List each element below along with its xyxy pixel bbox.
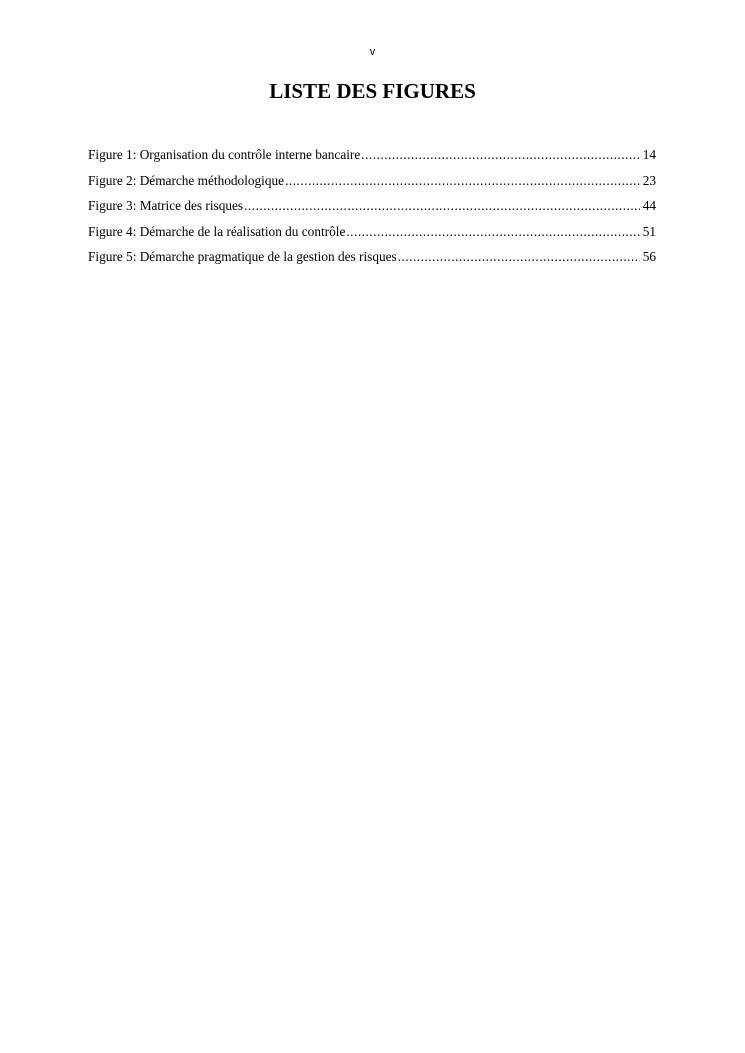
figure-entry-1[interactable] — [88, 145, 656, 171]
dot-leader — [285, 171, 640, 191]
figure-entry-label: Figure 2: Démarche méthodologique — [88, 172, 285, 188]
figure-entry-label: Figure 4: Démarche de la réalisation du contrôle — [88, 223, 346, 239]
figure-list — [88, 145, 656, 273]
figure-entry-3[interactable] — [88, 196, 656, 222]
figure-entry-label: Figure 1: Organisation du contrôle interne bancaire — [88, 147, 361, 162]
dot-leader — [346, 222, 639, 242]
dot-leader — [361, 145, 639, 165]
figure-entry-page: 23 — [642, 172, 656, 188]
figure-entry-page: 14 — [642, 147, 656, 162]
figure-entry-label: Figure 5: Démarche pragmatique de la gestion des risques — [88, 249, 397, 264]
figure-entry-4[interactable] — [88, 222, 656, 248]
page-number: v — [369, 46, 376, 58]
figure-entry-page: 51 — [642, 223, 656, 239]
dot-leader — [398, 247, 640, 267]
dot-leader — [244, 196, 640, 216]
page-title: LISTE DES FIGURES — [269, 79, 476, 103]
figure-entry-2[interactable] — [88, 171, 656, 197]
figure-entry-5[interactable] — [88, 247, 656, 273]
figure-entry-label: Figure 3: Matrice des risques — [88, 198, 244, 213]
figure-entry-page: 56 — [642, 249, 656, 264]
figure-entry-page: 44 — [642, 198, 656, 213]
